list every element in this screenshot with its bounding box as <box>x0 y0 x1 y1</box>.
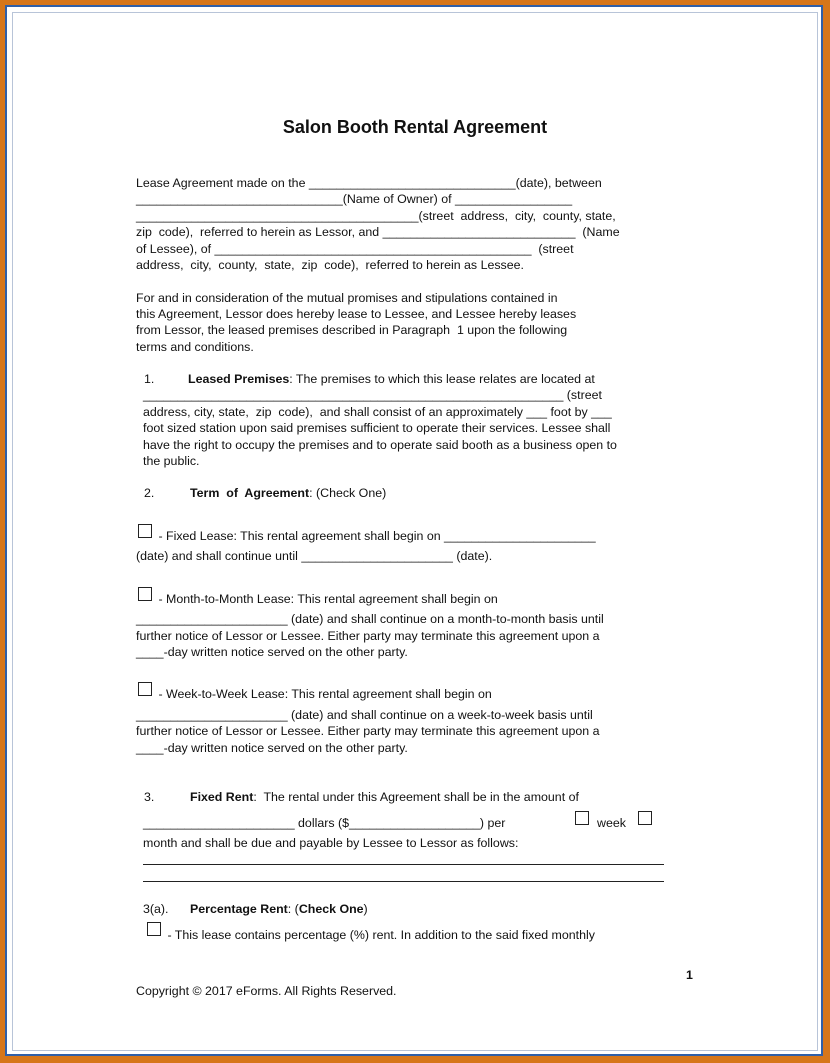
per-week-checkbox[interactable] <box>638 811 652 825</box>
week-to-week-checkbox[interactable] <box>138 682 152 696</box>
section1-line1: : The premises to which this lease relates are located at <box>289 372 595 386</box>
rent-due-line: month and shall be due and payable by Lessee to Lessor as follows: <box>143 836 519 850</box>
section1-heading-line <box>188 371 595 387</box>
fixed-lease-checkbox[interactable] <box>138 524 152 538</box>
section1-line: _____________________________________________________________ (street <box>143 388 602 402</box>
section1-line: the public. <box>143 454 200 468</box>
month-lease-line: ____-day written notice served on the other party. <box>136 645 408 659</box>
section3a-heading-line <box>190 901 368 917</box>
section3-heading-line <box>190 789 579 805</box>
fixed-lease-line: - Fixed Lease: This rental agreement shall begin on ______________________ <box>155 529 596 543</box>
intro-line: address, city, county, state, zip code), referred to herein as Lessee. <box>136 258 524 272</box>
fixed-lease-line: (date) and shall continue until ______________________ (date). <box>136 549 493 563</box>
week-lease-line: ______________________ (date) and shall continue on a week-to-week basis until <box>136 708 593 722</box>
section1-number: 1. <box>144 372 155 386</box>
page-number: 1 <box>686 968 693 982</box>
section3-heading: Fixed Rent <box>190 790 254 804</box>
week-label: week <box>597 816 626 830</box>
intro-line: of Lessee), of ______________________________________________ (street <box>136 242 574 256</box>
month-lease-line: further notice of Lessor or Lessee. Either party may terminate this agreement upon a <box>136 629 600 643</box>
week-lease-line: ____-day written notice served on the other party. <box>136 741 408 755</box>
blank-rule <box>143 881 664 882</box>
consideration-line: For and in consideration of the mutual promises and stipulations contained in <box>136 291 558 305</box>
section3a-heading: Percentage Rent <box>190 902 288 916</box>
section2-heading-line <box>190 485 386 501</box>
month-lease-line: ______________________ (date) and shall continue on a month-to-month basis until <box>136 612 604 626</box>
consideration-line: this Agreement, Lessor does hereby lease to Lessee, and Lessee hereby leases <box>136 307 577 321</box>
document-title: Salon Booth Rental Agreement <box>282 117 548 137</box>
consideration-line: from Lessor, the leased premises described in Paragraph 1 upon the following <box>136 323 568 337</box>
intro-line: _________________________________________(street address, city, county, state, <box>136 209 616 223</box>
copyright: Copyright © 2017 eForms. All Rights Reserved. <box>136 984 397 998</box>
section1-heading: Leased Premises <box>188 372 290 386</box>
intro-line: zip code), referred to herein as Lessor, and ____________________________ (Name <box>136 225 620 239</box>
section2-heading: Term of Agreement <box>190 486 310 500</box>
section3a-number: 3(a). <box>143 902 169 916</box>
week-lease-line: - Week-to-Week Lease: This rental agreement shall begin on <box>155 687 492 701</box>
month-to-month-checkbox[interactable] <box>138 587 152 601</box>
rent-amount-line: ______________________ dollars ($___________________) per <box>143 816 506 830</box>
section3a-open: : ( <box>287 902 299 916</box>
section1-line: foot sized station upon said premises sufficient to operate their services. Lessee shall <box>143 421 611 435</box>
section2-rest: : (Check One) <box>309 486 387 500</box>
percentage-rent-checkbox[interactable] <box>147 922 161 936</box>
section2-number: 2. <box>144 486 155 500</box>
month-lease-line: - Month-to-Month Lease: This rental agreement shall begin on <box>155 592 498 606</box>
section1-line: have the right to occupy the premises and to operate said booth as a business open to <box>143 438 617 452</box>
section3a-close: ) <box>363 902 368 916</box>
per-month-checkbox[interactable] <box>575 811 589 825</box>
percentage-rent-line: - This lease contains percentage (%) rent. In addition to the said fixed monthly <box>164 928 595 942</box>
section3a-check-one: Check One <box>298 902 364 916</box>
intro-line: Lease Agreement made on the ______________________________(date), between <box>136 176 602 190</box>
blank-rule <box>143 864 664 865</box>
section1-line: address, city, state, zip code), and shall consist of an approximately ___ foot by ___ <box>143 405 612 419</box>
section3-number: 3. <box>144 790 155 804</box>
week-lease-line: further notice of Lessor or Lessee. Either party may terminate this agreement upon a <box>136 724 600 738</box>
section3-rest: : The rental under this Agreement shall be in the amount of <box>253 790 579 804</box>
intro-line: ______________________________(Name of Owner) of _________________ <box>136 192 573 206</box>
consideration-line: terms and conditions. <box>136 340 254 354</box>
